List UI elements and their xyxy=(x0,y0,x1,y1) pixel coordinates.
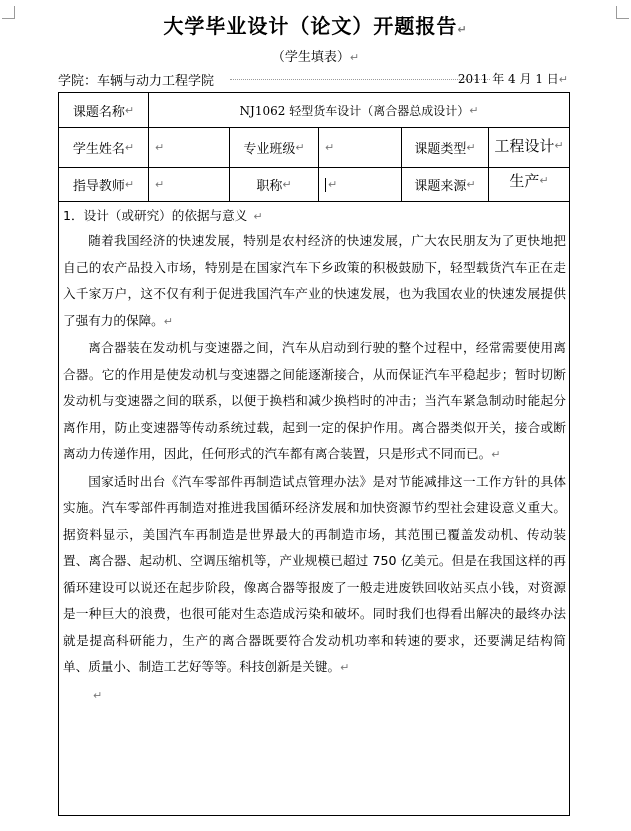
text-cursor xyxy=(325,178,326,192)
paragraph-mark-icon: ↵ xyxy=(554,138,564,152)
college-name: 学院：车辆与动力工程学院 xyxy=(58,74,215,89)
paragraph-mark-icon: ↵ xyxy=(491,448,501,461)
paragraph-mark-icon: ↵ xyxy=(93,688,103,702)
advisor-label-cell xyxy=(59,168,148,201)
report-table xyxy=(58,92,570,816)
topic-label-cell xyxy=(59,93,148,127)
document-subtitle-text: （学生填表） xyxy=(271,50,350,65)
source-label: 课题来源 xyxy=(414,179,467,194)
body-paragraph xyxy=(63,335,566,469)
paragraph-mark-icon: ↵ xyxy=(539,173,549,187)
source-value: 生产 xyxy=(509,171,540,190)
source-label-cell xyxy=(402,168,488,201)
document-subtitle xyxy=(0,46,631,65)
body-paragraph-text: 国家适时出台《汽车零部件再制造试点管理办法》是对节能减排这一工作方针的具体实施。汽车零部件再制造对推进我国循环经济发展和加快资源节约型社会建设意义重大。据资料显示，美国汽车再制造是世界最大的再制造市场，其范围已覆盖发动机、传动装置、离合器、起动机、空调压缩机等，产业规模已超过 750 亿美元。但是在我国这样的再循环建设可以说还在起步阶段，像离合器等报废了一般走进废铁回收站买点小钱，对资源是一种巨大的浪费，也很可能对生态造成污染和破坏。同时我们也得看出解决的最终办法就是提高科研能力，生产的离合器既要符合发动机功率和转速的要求，还要满足结构简单、质量小、制造工艺好等等。科技创新是关键。 xyxy=(63,473,566,674)
section-heading-text: 1．设计（或研究）的依据与意义 xyxy=(63,208,248,223)
major-label-cell xyxy=(230,128,318,167)
body-paragraph-text: 离合器装在发动机与变速器之间，汽车从启动到行驶的整个过程中，经常需要使用离合器。它的作用是使发动机与变速器之间能逐渐接合，从而保证汽车平稳起步；暂时切断发动机与变速器之间的联系，以便于换档和减少换档时的冲击；当汽车紧急制动时能起分离作用，防止变速器等传动系统过载，起到一定的保护作用。离合器类似开关，接合或断离动力传递作用，因此，任何形式的汽车都有离合装置，只是形式不同而已。 xyxy=(63,340,566,461)
topic-value-cell[interactable] xyxy=(149,93,569,127)
source-value-cell[interactable] xyxy=(489,168,569,192)
paragraph-mark-icon: ↵ xyxy=(124,178,135,191)
paragraph-mark-icon: ↵ xyxy=(325,141,335,154)
title-label-cell xyxy=(230,168,318,201)
document-title xyxy=(0,10,631,39)
paragraph-mark-icon: ↵ xyxy=(295,141,305,154)
topic-value: NJ1062 轻型货车设计（离合器总成设计） xyxy=(239,103,470,118)
document-title-text: 大学毕业设计（论文）开题报告 xyxy=(163,14,458,38)
type-label-cell xyxy=(402,128,488,167)
paragraph-mark-icon: ↵ xyxy=(457,23,468,36)
paragraph-mark-icon: ↵ xyxy=(155,141,165,154)
report-date-text: 2011 年 4 月 1 日 xyxy=(457,72,559,86)
body-paragraph xyxy=(63,228,566,335)
row-divider xyxy=(59,201,569,202)
rationale-section[interactable] xyxy=(63,205,566,708)
topic-label: 课题名称 xyxy=(72,104,125,120)
paragraph-mark-icon: ↵ xyxy=(282,178,292,191)
type-value: 工程设计 xyxy=(494,136,555,155)
body-paragraph xyxy=(63,469,566,682)
paragraph-mark-icon: ↵ xyxy=(124,103,135,117)
paragraph-mark-icon: ↵ xyxy=(469,103,479,117)
title-label: 职称 xyxy=(256,179,283,194)
empty-paragraph xyxy=(63,682,566,708)
student-label: 学生姓名 xyxy=(72,142,125,157)
student-label-cell xyxy=(59,128,148,167)
paragraph-mark-icon: ↵ xyxy=(466,141,476,154)
dotted-leader xyxy=(230,79,490,80)
advisor-label: 指导教师 xyxy=(72,179,125,194)
header-meta-line xyxy=(58,70,568,88)
major-label: 专业班级 xyxy=(243,142,296,157)
paragraph-mark-icon: ↵ xyxy=(163,314,173,328)
paragraph-mark-icon: ↵ xyxy=(253,210,263,223)
paragraph-mark-icon: ↵ xyxy=(328,178,338,191)
paragraph-mark-icon: ↵ xyxy=(124,141,135,154)
section-heading xyxy=(63,205,566,228)
paragraph-mark-icon: ↵ xyxy=(155,178,165,191)
advisor-value-cell[interactable] xyxy=(149,168,229,201)
paragraph-mark-icon: ↵ xyxy=(466,178,476,191)
paragraph-mark-icon: ↵ xyxy=(558,73,568,86)
paragraph-mark-icon: ↵ xyxy=(340,661,350,674)
student-value-cell[interactable] xyxy=(149,128,229,167)
body-paragraph-text: 随着我国经济的快速发展，特别是农村经济的快速发展，广大农民朋友为了更快地把自己的农产品投入市场，特别是在国家汽车下乡政策的积极鼓励下，轻型载货汽车正在走入千家万户，这不仅有利于促进我国汽车产业的快速发展，也为我国农业的快速发展提供了强有力的保障。 xyxy=(63,233,566,328)
paragraph-mark-icon: ↵ xyxy=(349,51,360,64)
type-value-cell[interactable] xyxy=(489,128,569,162)
major-value-cell[interactable] xyxy=(319,128,401,167)
type-label: 课题类型 xyxy=(414,142,467,157)
title-value-cell[interactable] xyxy=(319,168,401,201)
report-date xyxy=(458,70,568,87)
